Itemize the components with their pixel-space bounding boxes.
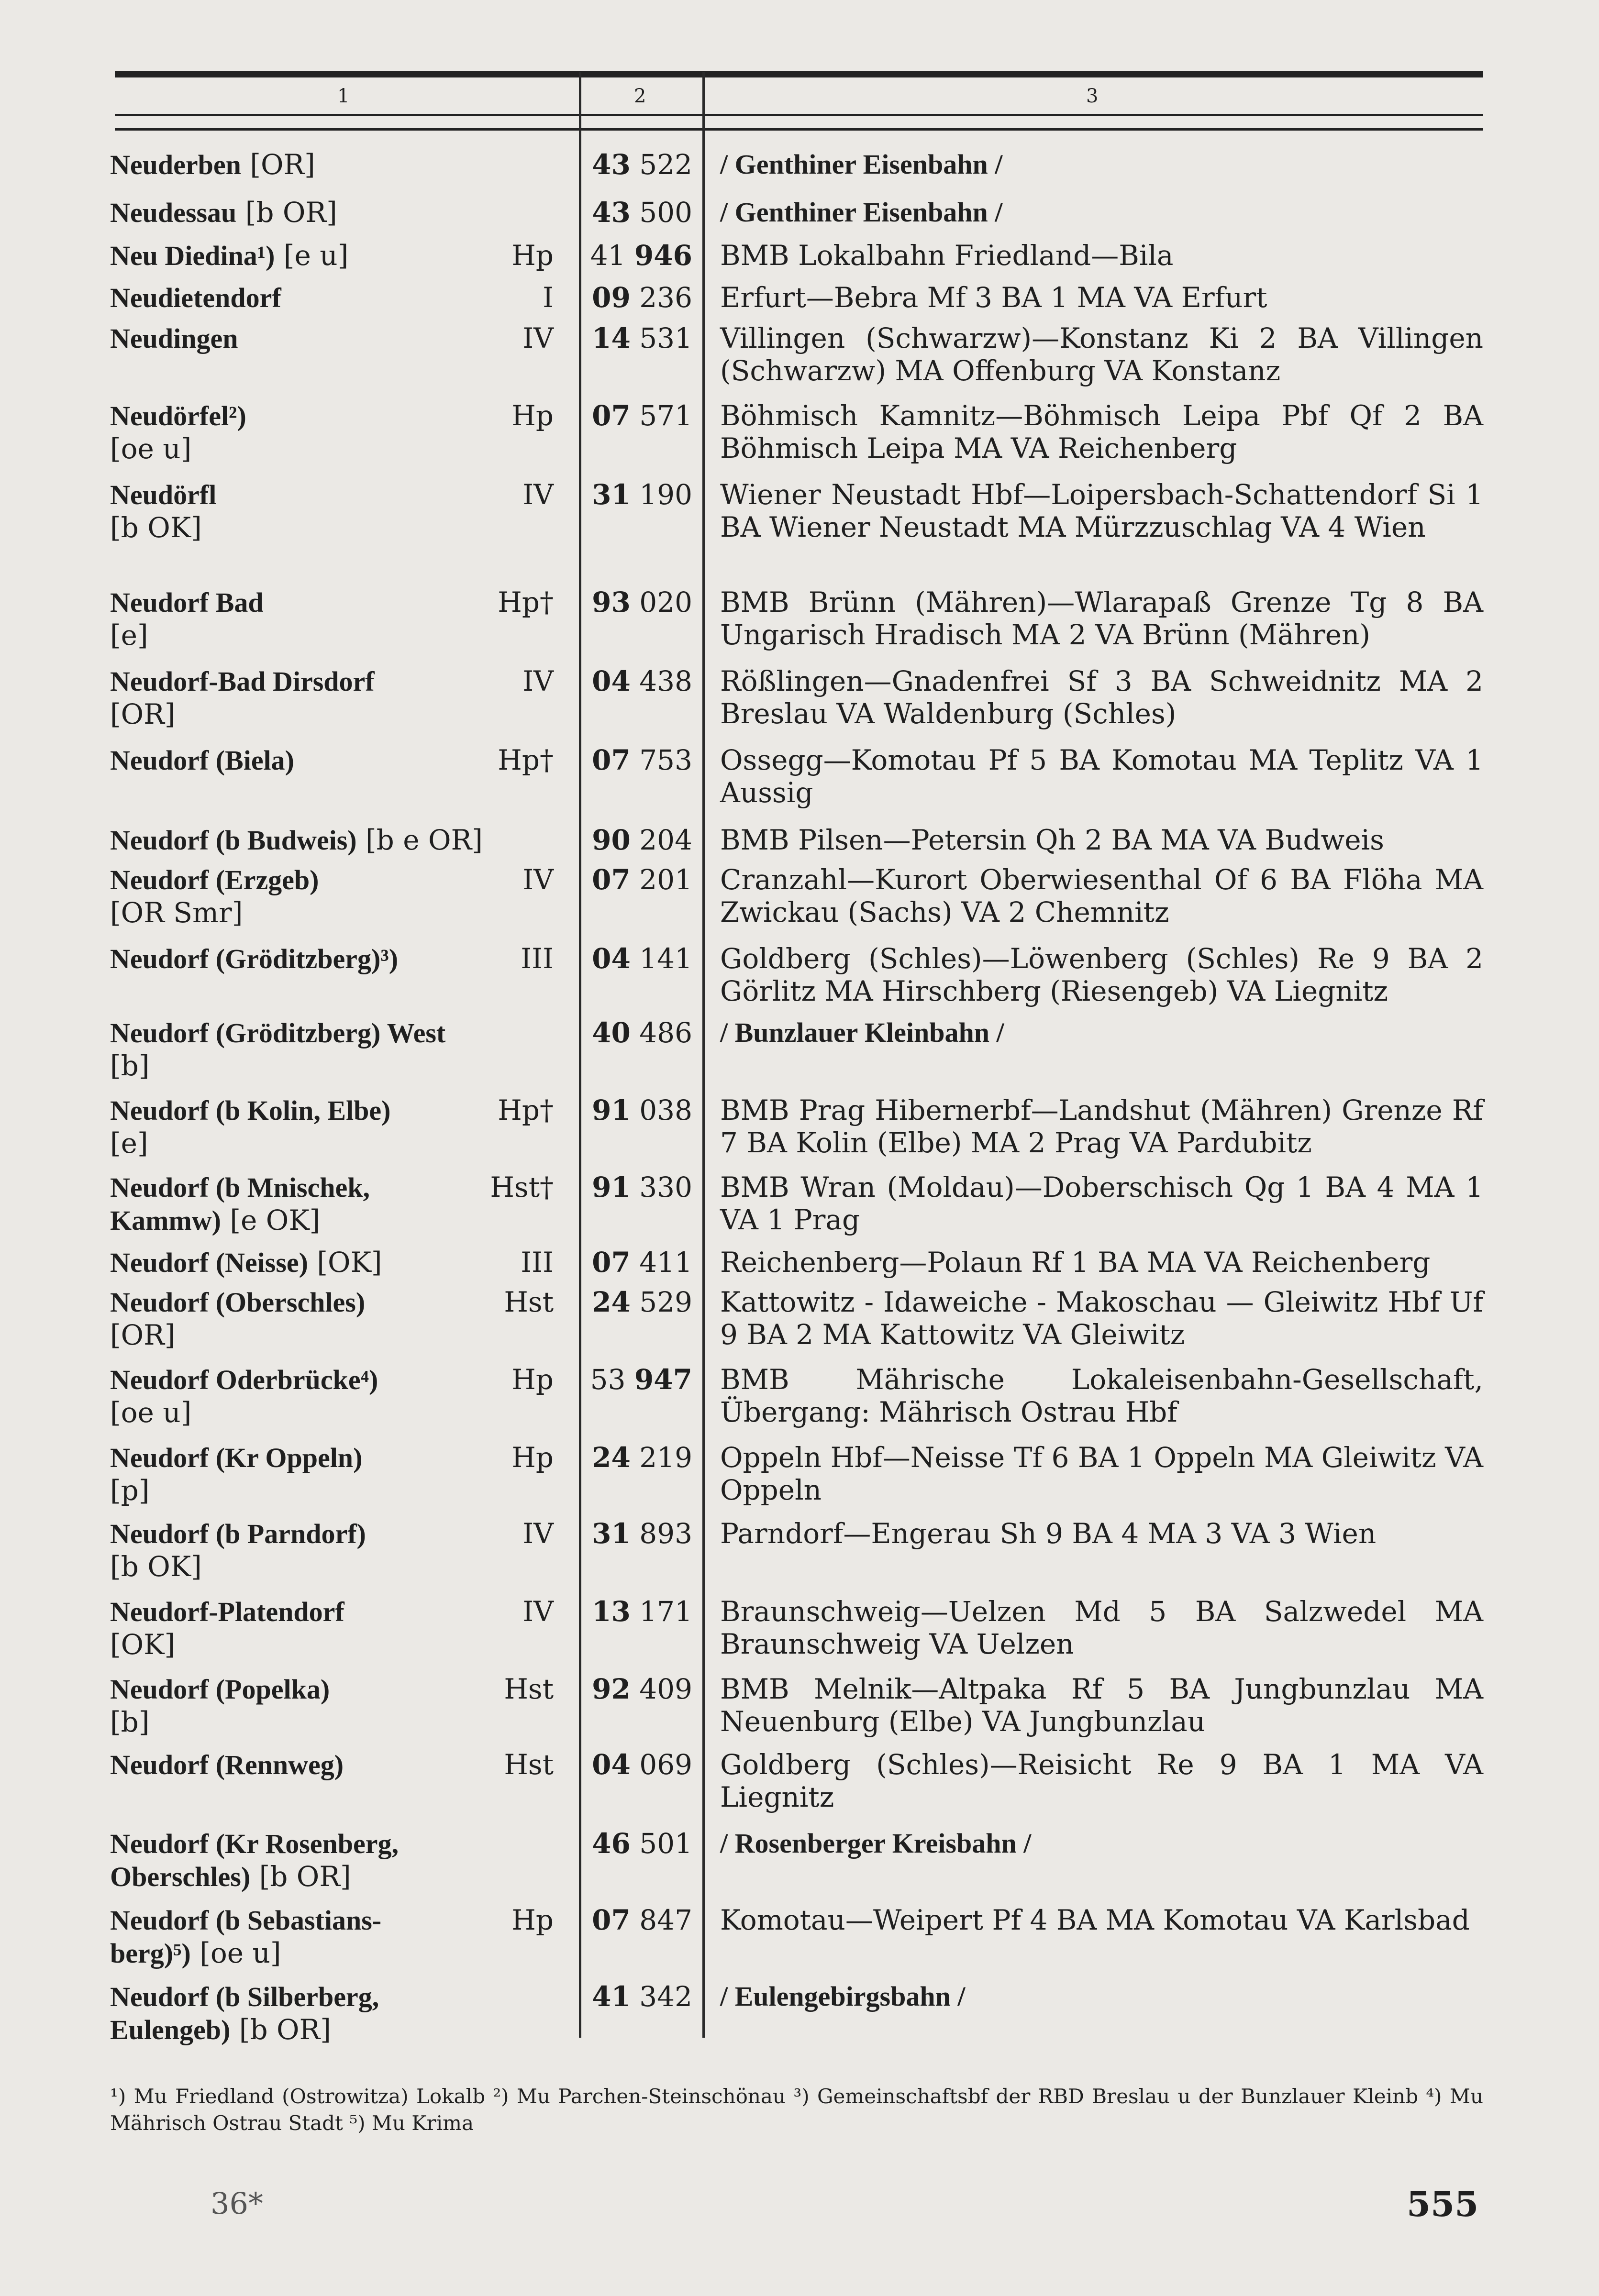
station-name xyxy=(110,1441,502,1507)
station-name-main: Neudorf-Platendorf xyxy=(110,1596,344,1627)
station-number xyxy=(592,1673,692,1705)
station-number xyxy=(592,196,692,229)
route-description: Reichenberg—Polaun Rf 1 BA MA VA Reichenberg xyxy=(720,1246,1431,1279)
station-number-prefix: 41 xyxy=(590,239,626,272)
station-attributes: [b] xyxy=(110,1706,150,1738)
station-name-main: Neudorf (b Parndorf) xyxy=(110,1518,366,1549)
station-attributes: [oe u] xyxy=(110,432,192,465)
station-name xyxy=(110,1094,502,1159)
station-number-suffix: 947 xyxy=(634,1363,692,1396)
route-description: / Rosenberger Kreisbahn / xyxy=(720,1828,1032,1859)
route-description: BMB Melnik—Altpaka Rf 5 BA Jungbunzlau MA Neuenburg (Elbe) VA Jungbunzlau xyxy=(720,1673,1483,1738)
station-number-prefix: 13 xyxy=(592,1595,631,1628)
route-description: / Eulengebirgsbahn / xyxy=(720,1981,966,2012)
station-name xyxy=(110,196,502,229)
station-number-suffix: 330 xyxy=(639,1171,692,1203)
station-name-main: Neudorf (Erzgeb) xyxy=(110,864,319,895)
table-row xyxy=(0,1904,1599,1980)
station-number-suffix: 501 xyxy=(639,1827,692,1860)
station-name xyxy=(110,1363,502,1429)
table-row xyxy=(0,1286,1599,1362)
station-number-prefix: 91 xyxy=(592,1171,631,1203)
station-attributes: [OR] xyxy=(110,698,176,730)
route-description: Braunschweig—Uelzen Md 5 BA Salzwedel MA Braunschweig VA Uelzen xyxy=(720,1595,1483,1660)
station-name-main: Neudorf (b Kolin, Elbe) xyxy=(110,1095,391,1126)
station-number xyxy=(592,399,692,432)
station-name-main: Neudorf (b Sebastians- berg)⁵) xyxy=(110,1905,382,1969)
station-number-suffix: 531 xyxy=(639,322,692,354)
station-attributes: [oe u] xyxy=(110,1396,192,1429)
station-number xyxy=(592,281,692,314)
table-row xyxy=(0,863,1599,940)
station-number-suffix: 847 xyxy=(639,1904,692,1936)
route-description: BMB Prag Hibernerbf—Landshut (Mähren) Grenze Rf 7 BA Kolin (Elbe) MA 2 Prag VA Pardubitz xyxy=(720,1094,1483,1159)
station-name xyxy=(110,322,502,355)
station-number xyxy=(592,863,692,896)
station-name xyxy=(110,281,502,314)
station-name-main: Neudorf (Neisse) xyxy=(110,1247,308,1278)
station-attributes: [e u] xyxy=(275,239,349,272)
station-class: Hst xyxy=(504,1673,554,1705)
table-row xyxy=(0,1171,1599,1247)
station-name-main: Neudorf (Kr Rosenberg, Oberschles) xyxy=(110,1828,399,1892)
station-number xyxy=(590,239,692,272)
station-name-main: Neudorf (Popelka) xyxy=(110,1674,330,1705)
station-number-suffix: 753 xyxy=(639,744,692,776)
table-row xyxy=(0,478,1599,555)
station-attributes: [p] xyxy=(110,1474,150,1507)
station-attributes: [OK] xyxy=(308,1246,382,1279)
station-number-prefix: 46 xyxy=(592,1827,631,1860)
table-row xyxy=(0,1980,1599,2057)
station-name xyxy=(110,1517,502,1583)
station-attributes: [oe u] xyxy=(190,1937,281,1969)
route-description: Villingen (Schwarzw)—Konstanz Ki 2 BA Villingen (Schwarzw) MA Offenburg VA Konstanz xyxy=(720,322,1483,387)
station-class: IV xyxy=(522,1595,554,1628)
table-row xyxy=(0,1517,1599,1594)
station-name xyxy=(110,1827,502,1893)
table-row xyxy=(0,1363,1599,1440)
table-row xyxy=(0,1673,1599,1749)
station-name xyxy=(110,239,502,272)
table-row xyxy=(0,399,1599,476)
station-number xyxy=(592,1094,692,1126)
route-description: BMB Mährische Lokaleisenbahn-Gesellschaft, Übergang: Mährisch Ostrau Hbf xyxy=(720,1363,1483,1428)
column-header-2: 2 xyxy=(634,85,646,107)
station-name xyxy=(110,148,502,181)
station-number xyxy=(592,1827,692,1860)
route-description: BMB Wran (Moldau)—Doberschisch Qg 1 BA 4 MA 1 VA 1 Prag xyxy=(720,1171,1483,1236)
table-row xyxy=(0,1827,1599,1904)
station-number xyxy=(592,744,692,776)
table-row xyxy=(0,1441,1599,1518)
station-name xyxy=(110,1595,502,1661)
station-class: Hst† xyxy=(490,1171,554,1203)
station-class: III xyxy=(521,942,554,975)
station-number-suffix: 571 xyxy=(639,399,692,432)
station-number xyxy=(592,1246,692,1279)
station-name-main: Neudorf (b Budweis) xyxy=(110,825,357,856)
station-number-suffix: 201 xyxy=(639,863,692,896)
station-number-prefix: 41 xyxy=(592,1980,631,2013)
station-name-main: Neudorf (Rennweg) xyxy=(110,1749,344,1780)
station-number-prefix: 92 xyxy=(592,1673,631,1705)
station-name xyxy=(110,1980,502,2046)
station-number xyxy=(592,478,692,511)
station-name-main: Neudorf (b Mnischek, Kammw) xyxy=(110,1172,370,1236)
station-number xyxy=(592,148,692,181)
station-number-prefix: 14 xyxy=(592,322,631,354)
station-name-main: Neudörfl xyxy=(110,479,217,510)
route-description: Goldberg (Schles)—Löwenberg (Schles) Re 9 BA 2 Görlitz MA Hirschberg (Riesengeb) VA Liegnitz xyxy=(720,942,1483,1007)
station-name-main: Neudingen xyxy=(110,323,238,354)
station-number xyxy=(592,1595,692,1628)
station-class: Hst xyxy=(504,1286,554,1318)
station-name-main: Neudorf (Gröditzberg) West xyxy=(110,1017,446,1049)
station-number-suffix: 038 xyxy=(639,1094,692,1126)
route-description: BMB Pilsen—Petersin Qh 2 BA MA VA Budweis xyxy=(720,824,1384,856)
route-description: Wiener Neustadt Hbf—Loipersbach-Schattendorf Si 1 BA Wiener Neustadt MA Mürzzuschlag VA 4 Wien xyxy=(720,478,1483,543)
station-class: IV xyxy=(522,863,554,896)
station-class: Hst xyxy=(504,1748,554,1781)
station-number-suffix: 204 xyxy=(639,824,692,856)
station-class: Hp† xyxy=(498,586,554,618)
station-name-main: Neudorf Bad xyxy=(110,587,264,618)
station-name-main: Neuderben xyxy=(110,149,241,180)
station-name xyxy=(110,1286,502,1351)
station-name xyxy=(110,1016,502,1082)
footnotes: ¹) Mu Friedland (Ostrowitza) Lokalb ²) Mu Parchen-Steinschönau ³) Gemeinschaftsbf der RBD Breslau u der Bunzlauer Kleinb ⁴) Mu Mährisch Ostrau Stadt ⁵) Mu Krima xyxy=(110,2085,1483,2135)
station-number-suffix: 020 xyxy=(639,586,692,618)
station-name-main: Neudessau xyxy=(110,197,237,228)
signature-mark: 36* xyxy=(211,2186,263,2221)
station-name-main: Neudorf (Gröditzberg)³) xyxy=(110,943,399,974)
station-number xyxy=(592,322,692,354)
station-number xyxy=(592,1441,692,1474)
route-description: Ossegg—Komotau Pf 5 BA Komotau MA Teplitz VA 1 Aussig xyxy=(720,744,1483,809)
station-number xyxy=(592,665,692,697)
station-name-main: Neudorf (b Silberberg, Eulengeb) xyxy=(110,1981,379,2045)
route-description: Cranzahl—Kurort Oberwiesenthal Of 6 BA Flöha MA Zwickau (Sachs) VA 2 Chemnitz xyxy=(720,863,1483,928)
table-row xyxy=(0,586,1599,662)
station-class: Hp xyxy=(511,1904,554,1936)
station-class: I xyxy=(543,281,554,314)
station-name-main: Neudorf Oderbrücke⁴) xyxy=(110,1364,378,1395)
station-class: IV xyxy=(522,322,554,354)
station-class: Hp† xyxy=(498,1094,554,1126)
station-class: Hp† xyxy=(498,744,554,776)
station-number-suffix: 438 xyxy=(639,665,692,697)
station-attributes: [OR Smr] xyxy=(110,896,243,929)
station-name xyxy=(110,1673,502,1738)
station-number-suffix: 236 xyxy=(639,281,692,314)
route-description: / Bunzlauer Kleinbahn / xyxy=(720,1017,1004,1048)
station-name-main: Neudietendorf xyxy=(110,282,281,313)
station-number-prefix: 40 xyxy=(592,1016,631,1049)
station-number-prefix: 07 xyxy=(592,744,631,776)
station-number-prefix: 31 xyxy=(592,478,631,511)
station-number-prefix: 43 xyxy=(592,196,631,229)
column-header-3: 3 xyxy=(1086,85,1099,107)
station-attributes: [OR] xyxy=(241,148,315,181)
station-number xyxy=(592,942,692,975)
station-attributes: [b e OR] xyxy=(356,824,483,856)
station-number-suffix: 409 xyxy=(639,1673,692,1705)
table-row xyxy=(0,1016,1599,1093)
station-number xyxy=(592,1171,692,1203)
station-number-suffix: 893 xyxy=(639,1517,692,1550)
station-number xyxy=(592,1904,692,1936)
station-name xyxy=(110,1748,502,1781)
route-description: Oppeln Hbf—Neisse Tf 6 BA 1 Oppeln MA Gleiwitz VA Oppeln xyxy=(720,1441,1483,1506)
route-description: Parndorf—Engerau Sh 9 BA 4 MA 3 VA 3 Wien xyxy=(720,1517,1377,1550)
station-attributes: [e] xyxy=(110,619,148,651)
station-number-prefix: 53 xyxy=(590,1363,626,1396)
station-number-suffix: 219 xyxy=(639,1441,692,1474)
station-name-main: Neudörfel²) xyxy=(110,400,246,431)
station-number-prefix: 04 xyxy=(592,1748,631,1781)
route-description: / Genthiner Eisenbahn / xyxy=(720,197,1003,228)
table-row xyxy=(0,744,1599,820)
column-header-1: 1 xyxy=(337,85,350,107)
page-number: 555 xyxy=(1407,2184,1479,2224)
station-attributes: [b OR] xyxy=(250,1860,351,1893)
station-number xyxy=(592,1748,692,1781)
station-attributes: [e] xyxy=(110,1127,148,1159)
station-name xyxy=(110,478,502,544)
station-class: IV xyxy=(522,478,554,511)
station-attributes: [OK] xyxy=(110,1628,176,1661)
station-attributes: [b OK] xyxy=(110,511,202,544)
station-number-suffix: 522 xyxy=(639,148,692,181)
station-number-prefix: 07 xyxy=(592,1904,631,1936)
station-number-prefix: 04 xyxy=(592,942,631,975)
table-row xyxy=(0,1748,1599,1825)
station-name xyxy=(110,1246,502,1279)
station-name xyxy=(110,399,502,465)
table-row xyxy=(0,1595,1599,1672)
station-number-suffix: 411 xyxy=(639,1246,692,1279)
station-class: Hp xyxy=(511,239,554,272)
station-number-suffix: 486 xyxy=(639,1016,692,1049)
station-class: IV xyxy=(522,665,554,697)
route-description: Goldberg (Schles)—Reisicht Re 9 BA 1 MA VA Liegnitz xyxy=(720,1748,1483,1813)
station-name xyxy=(110,1904,502,1970)
station-class: III xyxy=(521,1246,554,1279)
station-attributes: [b OR] xyxy=(230,2013,331,2046)
station-name-main: Neu Diedina¹) xyxy=(110,240,275,271)
station-name xyxy=(110,824,502,857)
station-attributes: [e OK] xyxy=(221,1204,321,1236)
station-number xyxy=(592,586,692,618)
station-name xyxy=(110,1171,502,1237)
station-number xyxy=(590,1363,692,1396)
station-number xyxy=(592,1980,692,2013)
station-number-prefix: 93 xyxy=(592,586,631,618)
station-number-prefix: 43 xyxy=(592,148,631,181)
station-number-prefix: 91 xyxy=(592,1094,631,1126)
route-description: Komotau—Weipert Pf 4 BA MA Komotau VA Karlsbad xyxy=(720,1904,1470,1936)
station-attributes: [OR] xyxy=(110,1319,176,1351)
table-row xyxy=(0,1094,1599,1170)
station-class: IV xyxy=(522,1517,554,1550)
route-description: Rößlingen—Gnadenfrei Sf 3 BA Schweidnitz MA 2 Breslau VA Waldenburg (Schles) xyxy=(720,665,1483,730)
station-number-prefix: 31 xyxy=(592,1517,631,1550)
route-description: / Genthiner Eisenbahn / xyxy=(720,149,1003,180)
station-number-suffix: 946 xyxy=(634,239,692,272)
station-attributes: [b OK] xyxy=(110,1550,202,1583)
station-name xyxy=(110,942,502,975)
station-name-main: Neudorf (Kr Oppeln) xyxy=(110,1442,363,1473)
station-number xyxy=(592,1286,692,1318)
station-number xyxy=(592,824,692,856)
station-name-main: Neudorf (Oberschles) xyxy=(110,1287,366,1318)
route-description: Erfurt—Bebra Mf 3 BA 1 MA VA Erfurt xyxy=(720,281,1267,314)
station-number-prefix: 09 xyxy=(592,281,631,314)
table-row xyxy=(0,942,1599,1019)
route-description: Böhmisch Kamnitz—Böhmisch Leipa Pbf Qf 2 BA Böhmisch Leipa MA VA Reichenberg xyxy=(720,399,1483,464)
station-class: Hp xyxy=(511,1441,554,1474)
station-number-suffix: 141 xyxy=(639,942,692,975)
station-number-prefix: 07 xyxy=(592,863,631,896)
route-description: BMB Lokalbahn Friedland—Bila xyxy=(720,239,1174,272)
station-name xyxy=(110,586,502,651)
station-number-prefix: 07 xyxy=(592,399,631,432)
station-class: Hp xyxy=(511,1363,554,1396)
table-row xyxy=(0,665,1599,741)
route-description: Kattowitz - Idaweiche - Makoschau — Gleiwitz Hbf Uf 9 BA 2 MA Kattowitz VA Gleiwitz xyxy=(720,1286,1483,1351)
station-number xyxy=(592,1016,692,1049)
station-class: Hp xyxy=(511,399,554,432)
station-number-prefix: 04 xyxy=(592,665,631,697)
station-number xyxy=(592,1517,692,1550)
station-name xyxy=(110,665,502,730)
station-name xyxy=(110,863,502,929)
station-name-main: Neudorf-Bad Dirsdorf xyxy=(110,666,375,697)
table-row xyxy=(0,322,1599,398)
station-number-prefix: 24 xyxy=(592,1286,631,1318)
station-number-suffix: 342 xyxy=(639,1980,692,2013)
station-number-suffix: 190 xyxy=(639,478,692,511)
station-attributes: [b OR] xyxy=(236,196,337,229)
station-name xyxy=(110,744,502,777)
station-number-suffix: 529 xyxy=(639,1286,692,1318)
station-number-prefix: 90 xyxy=(592,824,631,856)
station-number-prefix: 07 xyxy=(592,1246,631,1279)
station-number-suffix: 171 xyxy=(639,1595,692,1628)
route-description: BMB Brünn (Mähren)—Wlarapaß Grenze Tg 8 BA Ungarisch Hradisch MA 2 VA Brünn (Mähren) xyxy=(720,586,1483,651)
station-number-suffix: 500 xyxy=(639,196,692,229)
station-number-prefix: 24 xyxy=(592,1441,631,1474)
station-name-main: Neudorf (Biela) xyxy=(110,745,294,776)
station-number-suffix: 069 xyxy=(639,1748,692,1781)
station-attributes: [b] xyxy=(110,1049,150,1082)
